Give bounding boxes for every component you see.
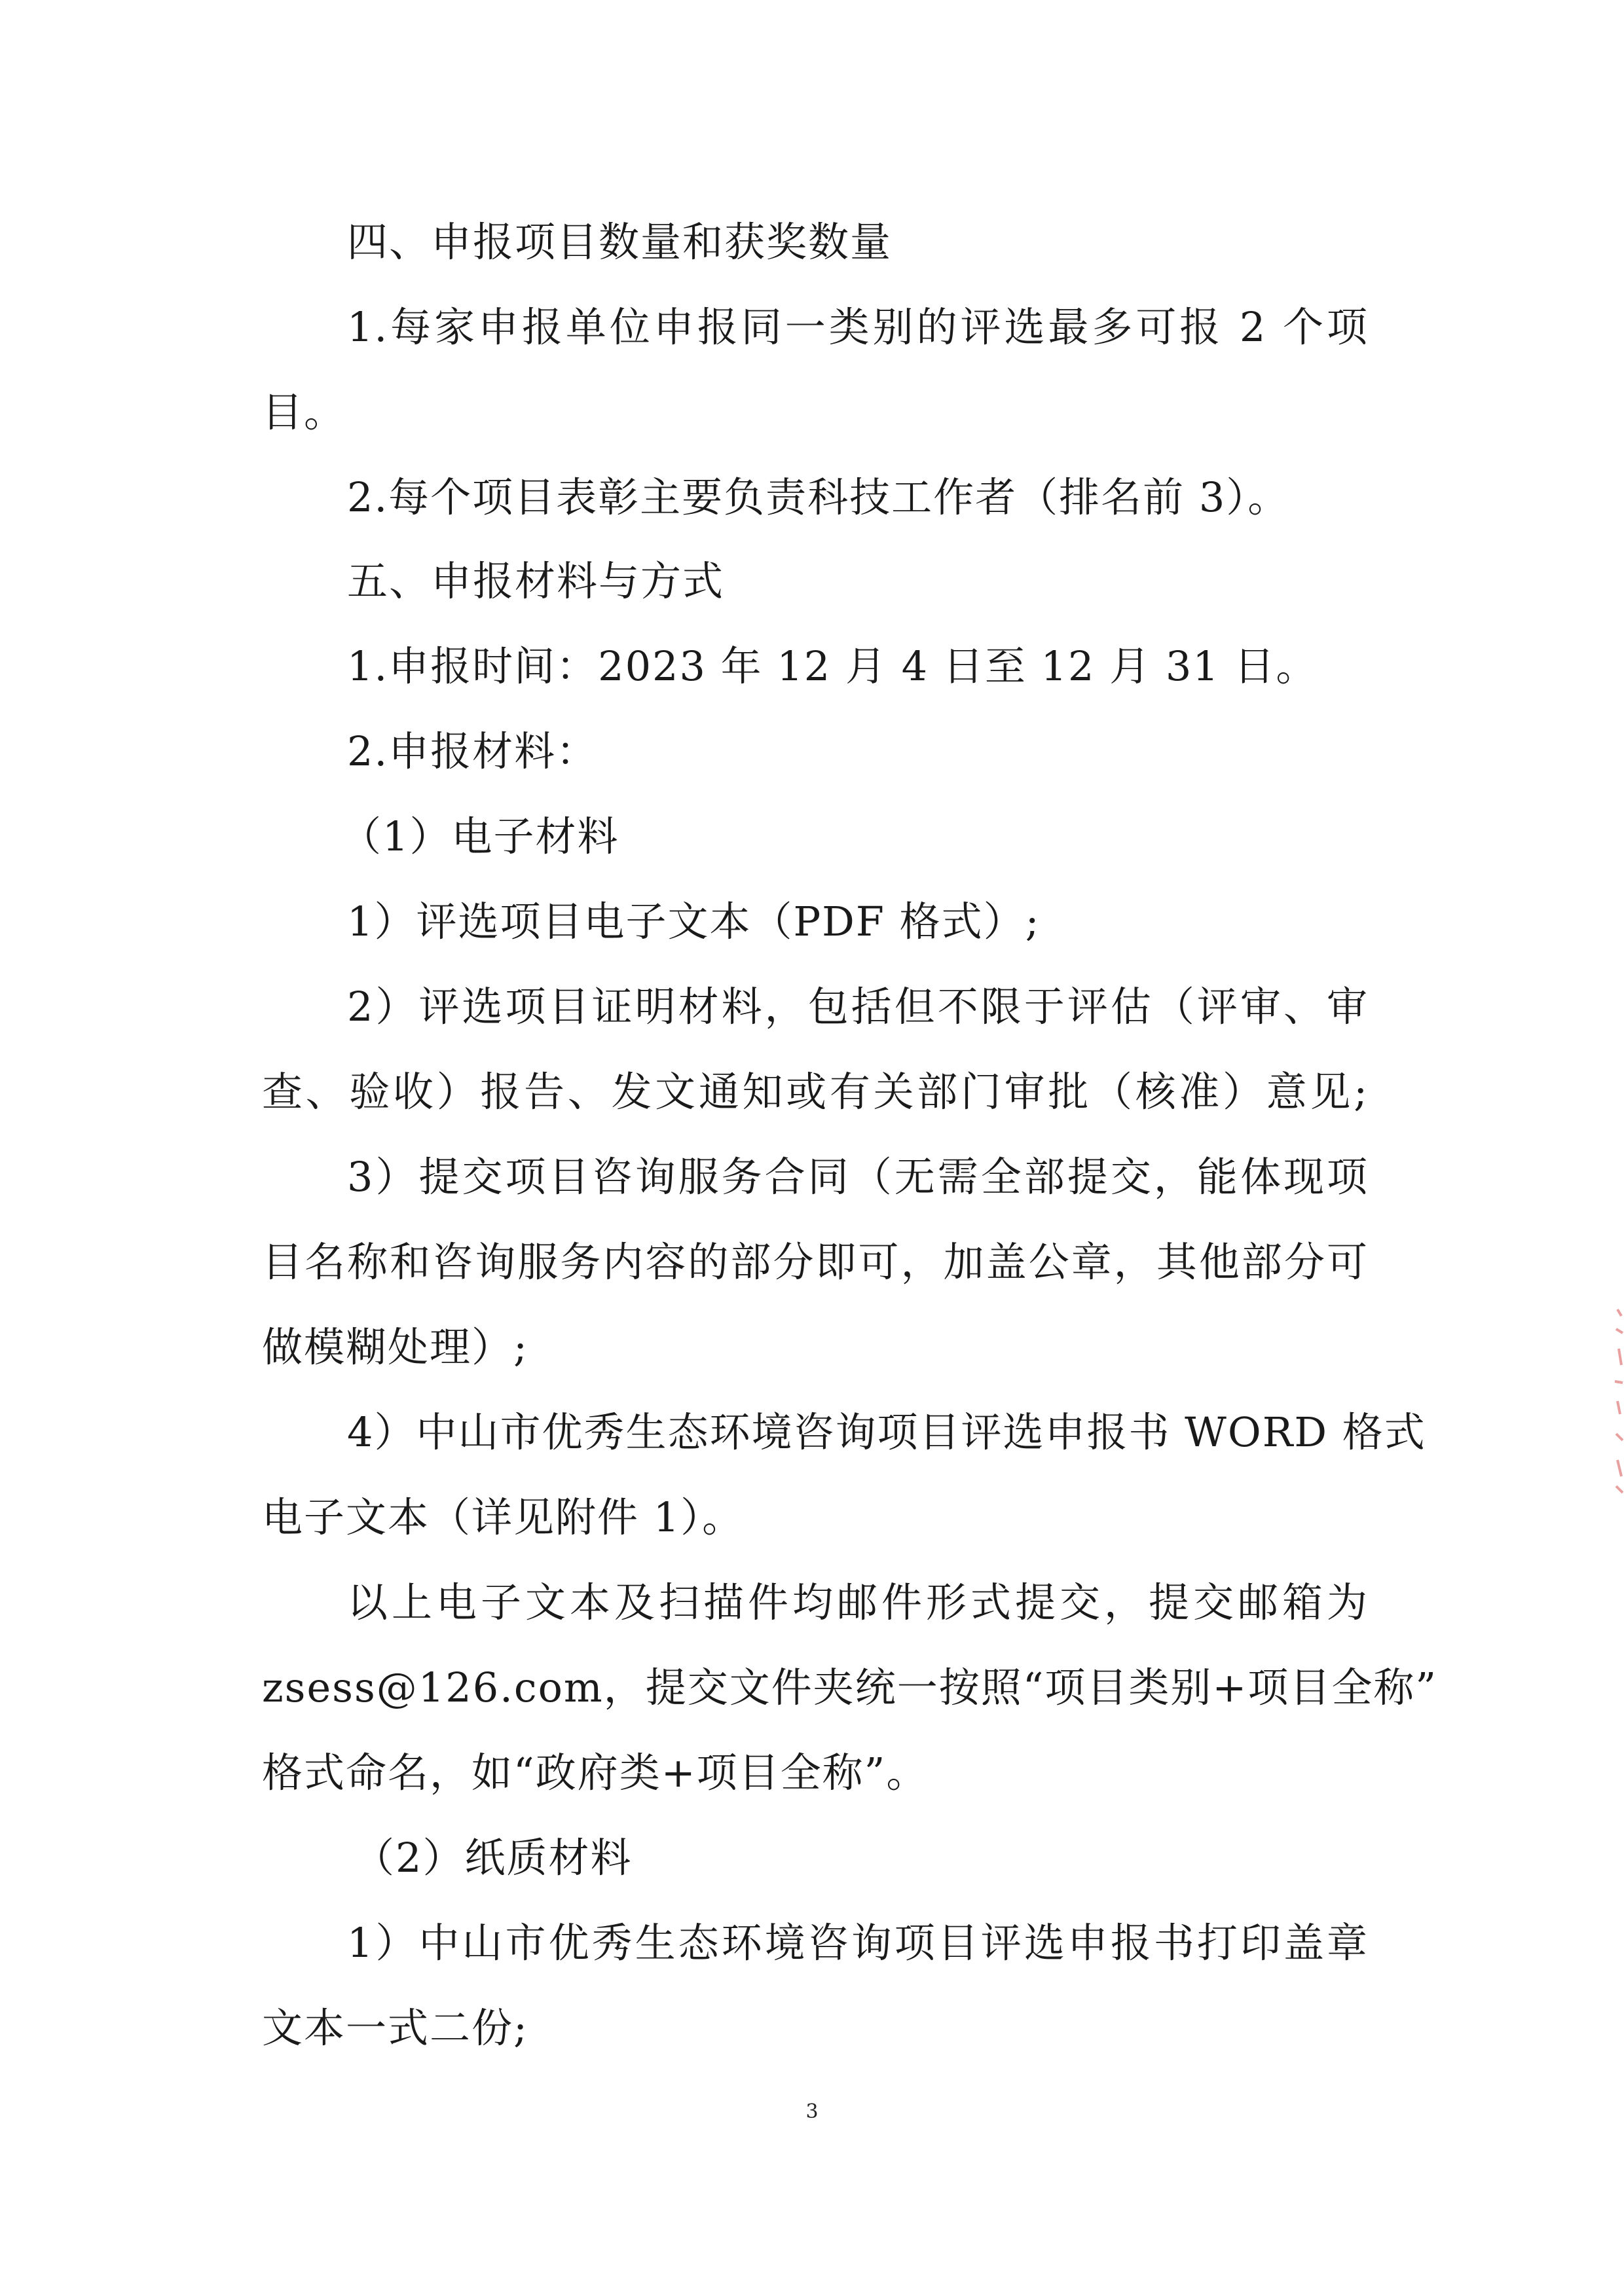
paragraph-line: zsess@126.com，提交文件夹统一按照“项目类别+项目全称” <box>262 1664 1438 1711</box>
subsection-heading: （2）纸质材料 <box>354 1834 633 1882</box>
list-item: 1）评选项目电子文本（PDF 格式）; <box>347 898 1041 945</box>
section-heading-5: 五、申报材料与方式 <box>347 557 725 605</box>
paragraph-line: 2.每个项目表彰主要负责科技工作者（排名前 3）。 <box>347 473 1290 521</box>
paragraph-line: 查、验收）报告、发文通知或有关部门审批（核准）意见; <box>262 1068 1369 1116</box>
paragraph-line: 以上电子文本及扫描件均邮件形式提交，提交邮箱为 <box>347 1578 1369 1626</box>
paragraph-line: 1.申报时间：2023 年 12 月 4 日至 12 月 31 日。 <box>347 642 1318 690</box>
paragraph-line: 格式命名，如“政府类+项目全称”。 <box>262 1749 929 1796</box>
paragraph-line: 电子文本（详见附件 1）。 <box>262 1493 745 1541</box>
list-item: 3）提交项目咨询服务合同（无需全部提交，能体现项 <box>347 1153 1369 1201</box>
list-item: 2）评选项目证明材料，包括但不限于评估（评审、审 <box>347 983 1369 1030</box>
subsection-heading: （1）电子材料 <box>341 812 619 860</box>
paragraph-line: 文本一式二份; <box>262 2004 528 2052</box>
paragraph-line: 做模糊处理）; <box>262 1323 528 1371</box>
paragraph-line: 目。 <box>262 388 346 436</box>
list-item: 1）中山市优秀生态环境咨询项目评选申报书打印盖章 <box>347 1919 1369 1967</box>
section-heading-4: 四、申报项目数量和获奖数量 <box>347 218 893 266</box>
list-item: 4）中山市优秀生态环境咨询项目评选申报书 WORD 格式 <box>347 1408 1426 1456</box>
paragraph-line: 1.每家申报单位申报同一类别的评选最多可报 2 个项 <box>347 303 1369 351</box>
seal-edge-mark <box>1598 1303 1624 1499</box>
paragraph-line: 目名称和咨询服务内容的部分即可，加盖公章，其他部分可 <box>262 1238 1369 1286</box>
page-number: 3 <box>805 2100 819 2123</box>
paragraph-line: 2.申报材料： <box>347 727 599 775</box>
